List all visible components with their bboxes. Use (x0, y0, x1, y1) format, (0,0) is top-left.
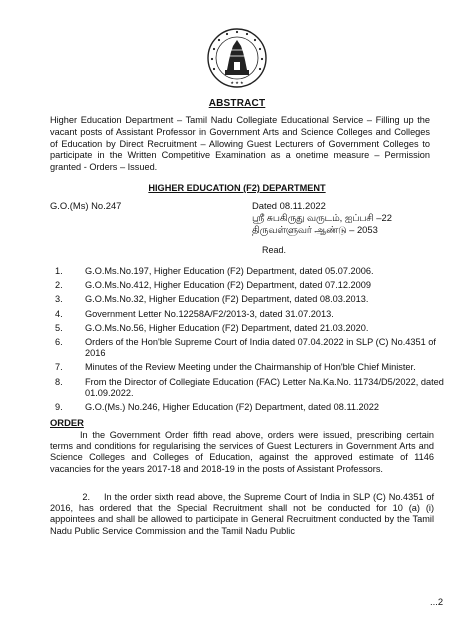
reference-item (55, 337, 445, 359)
reference-text: G.O.(Ms.) No.246, Higher Education (F2) Department, dated 08.11.2022 (85, 402, 379, 413)
reference-number: 4. (55, 308, 63, 319)
reference-item (55, 402, 445, 413)
reference-number: 9. (55, 402, 63, 413)
reference-number: 6. (55, 337, 63, 348)
reference-item (55, 362, 445, 373)
reference-text: G.O.Ms.No.412, Higher Education (F2) Department, dated 07.12.2009 (85, 280, 371, 291)
reference-text: G.O.Ms.No.32, Higher Education (F2) Department, dated 08.03.2013. (85, 294, 369, 305)
reference-item (55, 266, 445, 277)
svg-text:★ ★ ★: ★ ★ ★ (230, 80, 244, 85)
reference-number: 2. (55, 280, 63, 291)
reference-text: Minutes of the Review Meeting under the Chairmanship of Hon'ble Chief Minister. (85, 362, 416, 373)
reference-number: 1. (55, 266, 63, 276)
paragraph-2-text: In the order sixth read above, the Supreme Court of India in SLP (C) No.4351 of 2016, has ordered that the Special Recruitment shall not be conducted for 10 (a) (i) appointees and shall be allowed to participate in General Recruitment conducted by the Tamil Nadu Public Service Commission and the Tamil Nadu Public (50, 492, 434, 536)
reference-item (55, 309, 445, 320)
reference-item (55, 294, 445, 305)
reference-number: 8. (55, 376, 63, 387)
reference-item (55, 323, 445, 334)
date-block (252, 200, 392, 236)
reference-text: From the Director of Collegiate Education (FAC) Letter Na.Ka.No. 11734/D5/2022, dated 01.09.2022. (85, 376, 444, 398)
page-continuation-marker: ...2 (430, 596, 444, 607)
reference-text: Orders of the Hon'ble Supreme Court of India dated 07.04.2022 in SLP (C) No.4351 of 2016 (85, 337, 436, 359)
abstract-text: Higher Education Department – Tamil Nadu Collegiate Educational Service – Filling up the vacant posts of Assistant Professor in Government Arts and Science Colleges and Colleges of Education by Direct Recruitment – Allowing Guest Lecturers of Government Colleges to participate in the Written Competitive Examination as a onetime measure – Permission granted - Orders – Issued. (50, 115, 430, 173)
reference-text: G.O.Ms.No.197, Higher Education (F2) Department, dated 05.07.2006. (85, 266, 374, 276)
order-paragraph-1 (50, 430, 434, 475)
order-paragraph-2 (50, 492, 434, 537)
tamil-nadu-emblem-seal (207, 26, 267, 90)
reference-text: G.O.Ms.No.56, Higher Education (F2) Department, dated 21.03.2020. (85, 322, 369, 333)
reference-item (55, 280, 445, 291)
reference-number: 7. (55, 362, 63, 373)
reference-list (55, 266, 445, 416)
department-heading: HIGHER EDUCATION (F2) DEPARTMENT (148, 183, 326, 193)
reference-item (55, 377, 445, 399)
tamil-date-line-1: ஸ்ரீ சுபகிருது வருடம், ஐப்பசி –22 (252, 212, 392, 223)
abstract-title: ABSTRACT (208, 98, 266, 109)
paragraph-1-text: In the Government Order fifth read above, orders were issued, prescribing certain terms and conditions for regularising the services of Guest Lecturers in Government Arts and Science Colleges and Colleges of Education, against the approved estimate of 1146 vacancies for the years 2017-18 and 2018-19 in the posts of Assistant Professors. (50, 430, 434, 474)
order-heading: ORDER (50, 417, 84, 428)
reference-text: Government Letter No.12258A/F2/2013-3, dated 31.07.2013. (85, 308, 334, 319)
reference-number: 5. (55, 322, 63, 333)
paragraph-2-number: 2. (82, 492, 90, 502)
reference-number: 3. (55, 294, 63, 305)
go-number: G.O.(Ms) No.247 (50, 200, 122, 211)
dated-line: Dated 08.11.2022 (252, 200, 326, 211)
read-label: Read. (262, 245, 287, 255)
tamil-date-line-2: திருவள்ளுவர் ஆண்டு – 2053 (252, 224, 378, 235)
